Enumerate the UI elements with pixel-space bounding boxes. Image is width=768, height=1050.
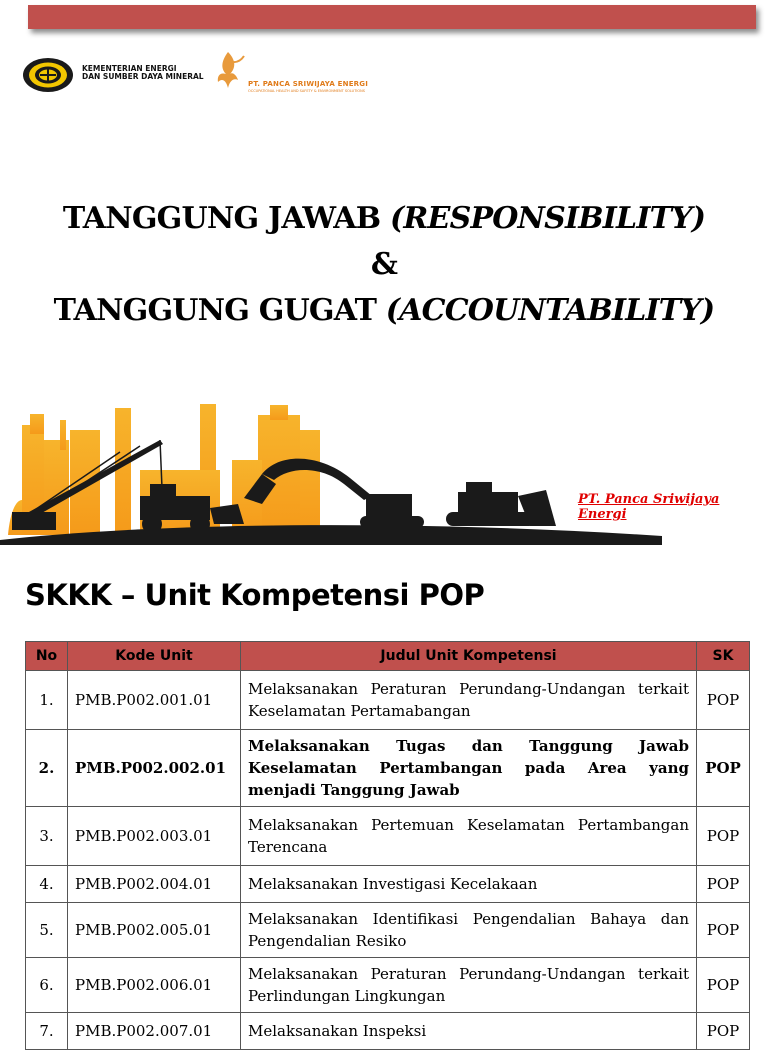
row-sk: POP	[697, 958, 750, 1013]
section-heading: SKKK – Unit Kompetensi POP	[25, 578, 485, 612]
header-kode-unit: Kode Unit	[68, 642, 241, 671]
row-sk: POP	[697, 1013, 750, 1050]
row-judul: Melaksanakan Investigasi Kecelakaan	[241, 866, 697, 903]
row-judul: Melaksanakan Pertemuan Keselamatan Pertambangan Terencana	[241, 807, 697, 866]
header-sk: SK	[697, 642, 750, 671]
row-kode: PMB.P002.002.01	[68, 730, 241, 807]
row-kode: PMB.P002.001.01	[68, 671, 241, 730]
table-row	[26, 807, 750, 866]
company-logo-tagline: OCCUPATIONAL HEALTH AND SAFETY & ENVIRONMENT SOLUTIONS	[248, 89, 365, 93]
table-row	[26, 671, 750, 730]
ministry-name: KEMENTERIAN ENERGI DAN SUMBER DAYA MINERAL	[82, 64, 204, 81]
table-header-row	[26, 642, 750, 671]
row-judul: Melaksanakan Inspeksi	[241, 1013, 697, 1050]
mining-equipment-illustration	[0, 400, 768, 545]
company-logo-text: PT. PANCA SRIWIJAYA ENERGI	[248, 80, 369, 88]
table-row	[26, 1013, 750, 1050]
row-kode: PMB.P002.007.01	[68, 1013, 241, 1050]
table-row	[26, 958, 750, 1013]
row-no: 6.	[26, 958, 68, 1013]
row-judul: Melaksanakan Tugas dan Tanggung Jawab Keselamatan Pertambangan pada Area yang menjadi Tanggung Jawab	[241, 730, 697, 807]
table-row	[26, 730, 750, 807]
row-kode: PMB.P002.005.01	[68, 903, 241, 958]
table-row	[26, 903, 750, 958]
header-no: No	[26, 642, 68, 671]
row-no: 5.	[26, 903, 68, 958]
table-row	[26, 866, 750, 903]
illustration-caption: PT. Panca Sriwijaya Energi	[578, 492, 720, 522]
row-no: 7.	[26, 1013, 68, 1050]
company-bird-logo-icon	[214, 50, 246, 92]
title-line-2: &	[370, 247, 398, 282]
row-sk: POP	[697, 866, 750, 903]
row-judul: Melaksanakan Peraturan Perundang-Undangan terkait Keselamatan Pertamabangan	[241, 671, 697, 730]
row-judul: Melaksanakan Peraturan Perundang-Undangan terkait Perlindungan Lingkungan	[241, 958, 697, 1013]
top-accent-bar	[28, 5, 756, 29]
row-no: 3.	[26, 807, 68, 866]
header-judul-unit: Judul Unit Kompetensi	[241, 642, 697, 671]
row-sk: POP	[697, 671, 750, 730]
competency-table	[25, 641, 750, 1050]
row-no: 4.	[26, 866, 68, 903]
row-judul: Melaksanakan Identifikasi Pengendalian Bahaya dan Pengendalian Resiko	[241, 903, 697, 958]
row-kode: PMB.P002.006.01	[68, 958, 241, 1013]
row-no: 1.	[26, 671, 68, 730]
ministry-logo-icon	[22, 56, 78, 94]
row-sk: POP	[697, 903, 750, 958]
title-line-1: TANGGUNG JAWAB (RESPONSIBILITY)	[62, 201, 706, 236]
row-sk: POP	[697, 730, 750, 807]
row-kode: PMB.P002.004.01	[68, 866, 241, 903]
page-title	[0, 196, 768, 334]
row-kode: PMB.P002.003.01	[68, 807, 241, 866]
row-sk: POP	[697, 807, 750, 866]
row-no: 2.	[26, 730, 68, 807]
title-line-3: TANGGUNG GUGAT (ACCOUNTABILITY)	[53, 293, 715, 328]
